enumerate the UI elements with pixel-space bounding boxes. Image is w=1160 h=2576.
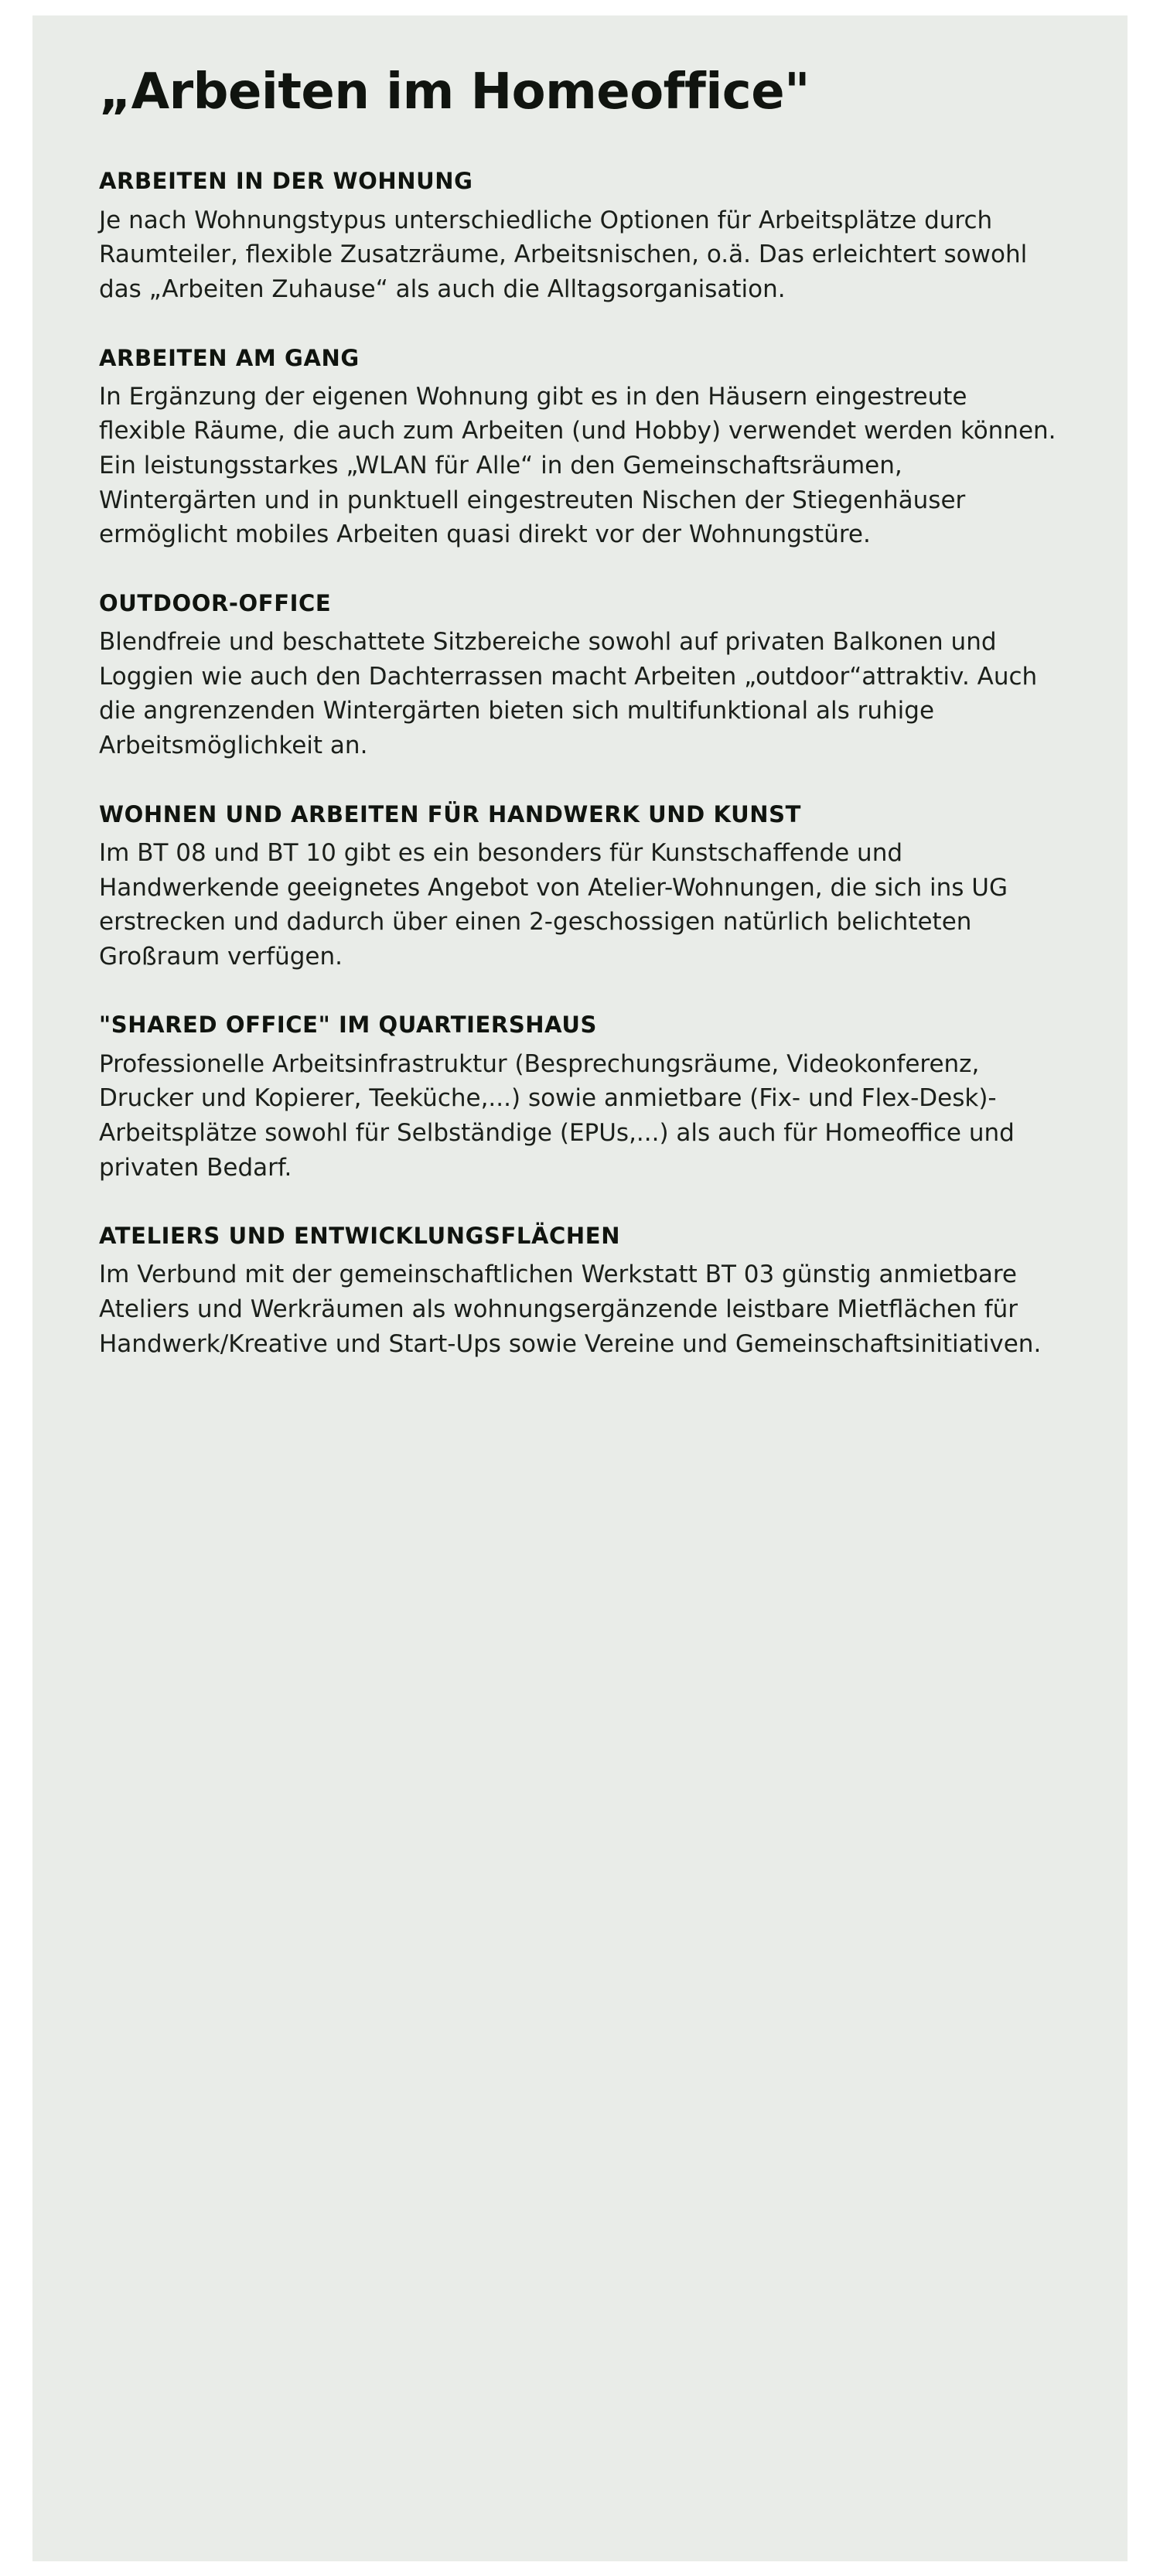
- section-outdoor-office: [99, 589, 1061, 763]
- section-heading: WOHNEN UND ARBEITEN FÜR HANDWERK UND KUNST: [99, 800, 801, 827]
- section-body: Blendfreie und beschattete Sitzbereiche sowohl auf privaten Balkonen und Loggien wie auch den Dachterrassen macht Arbeiten „outdoor“attraktiv. Auch die angrenzenden Wintergärten bieten sich multifunktional als ruhige Arbeitsmöglichkeit an.: [99, 628, 1038, 760]
- section-body: In Ergänzung der eigenen Wohnung gibt es in den Häusern eingestreute flexible Räume, die auch zum Arbeiten (und Hobby) verwendet werden können. Ein leistungsstarkes „WLAN für Alle“ in den Gemeinschaftsräumen, Wintergärten und in punktuell eingestreuten Nischen der Stiegenhäuser ermöglicht mobiles Arbeiten quasi direkt vor der Wohnungstüre.: [99, 382, 1056, 549]
- section-heading: ATELIERS UND ENTWICKLUNGSFLÄCHEN: [99, 1223, 621, 1250]
- section-heading: ARBEITEN AM GANG: [99, 344, 360, 371]
- section-arbeiten-am-gang: [99, 344, 1061, 552]
- section-body: Im Verbund mit der gemeinschaftlichen Werkstatt BT 03 günstig anmietbare Ateliers und Werkräumen als wohnungsergänzende leistbare Mietflächen für Handwerk/Kreative und Start-Ups sowie Vereine und Gemeinschaftsinitiativen.: [99, 1261, 1042, 1358]
- section-heading: "SHARED OFFICE" IM QUARTIERSHAUS: [99, 1012, 597, 1039]
- section-shared-office: [99, 1011, 1061, 1185]
- section-body: Im BT 08 und BT 10 gibt es ein besonders für Kunstschaffende und Handwerkende geeignetes Angebot von Atelier-Wohnungen, die sich ins UG erstrecken und dadurch über einen 2-geschossigen natürlich belichteten Großraum verfügen.: [99, 838, 1008, 971]
- section-heading: OUTDOOR-OFFICE: [99, 589, 332, 616]
- section-wohnen-und-arbeiten: [99, 800, 1061, 974]
- page-title: „Arbeiten im Homeoffice": [99, 63, 810, 121]
- section-heading: ARBEITEN IN DER WOHNUNG: [99, 168, 473, 195]
- section-ateliers-und-entwicklungsflaechen: [99, 1222, 1061, 1361]
- content-panel: [32, 15, 1128, 2561]
- section-body: Professionelle Arbeitsinfrastruktur (Besprechungsräume, Videokonferenz, Drucker und Kopierer, Teeküche,...) sowie anmietbare (Fix- und Flex-Desk)-Arbeitsplätze sowohl für Selbständige (EPUs,...) als auch für Homeoffice und privaten Bedarf.: [99, 1049, 1015, 1182]
- section-arbeiten-in-der-wohnung: [99, 167, 1061, 306]
- section-body: Je nach Wohnungstypus unterschiedliche Optionen für Arbeitsplätze durch Raumteiler, flexible Zusatzräume, Arbeitsnischen, o.ä. Das erleichtert sowohl das „Arbeiten Zuhause“ als auch die Alltagsorganisation.: [99, 206, 1028, 303]
